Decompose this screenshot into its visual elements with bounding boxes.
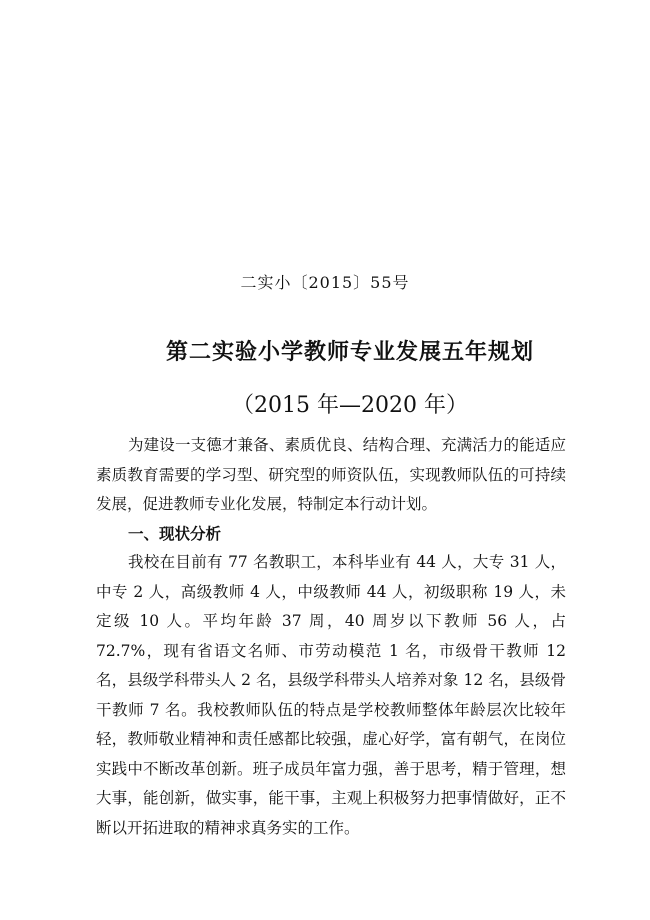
document-subtitle: （2015 年—2020 年） bbox=[232, 393, 468, 418]
document-number: 二实小〔2015〕55号 bbox=[240, 273, 410, 292]
document-title: 第二实验小学教师专业发展五年规划 bbox=[165, 339, 534, 365]
section-heading: 一、现状分析 bbox=[128, 524, 222, 543]
analysis-paragraph: 我校在目前有 77 名教职工，本科毕业有 44 人，大专 31 人，中专 2 人，高级教师 4 人，中级教师 44 人，初级职称 19 人，未定级 10 人。平均年龄 37 周，40 周岁以下教师 56 人，占 72.7%，现有省语文名师、市劳动模范 1 名，市级骨干教师 12 名，县级学科带头人 2 名，县级学科带头人培养对象 12 名，县级骨干教师 7 名。我校教师队伍的特点是学校教师整体年龄层次比较年轻，教师敬业精神和责任感都比较强，虚心好学，富有朝气，在岗位实践中不断改革创新。班子成员年富力强，善于思考，精于管理，想大事，能创新，做实事，能干事，主观上积极努力把事情做好，正不断以开拓进取的精神求真务实的工作。 bbox=[96, 553, 566, 837]
intro-paragraph: 为建设一支德才兼备、素质优良、结构合理、充满活力的能适应素质教育需要的学习型、研究型的师资队伍，实现教师队伍的可持续发展，促进教师专业化发展，特制定本行动计划。 bbox=[96, 436, 566, 513]
